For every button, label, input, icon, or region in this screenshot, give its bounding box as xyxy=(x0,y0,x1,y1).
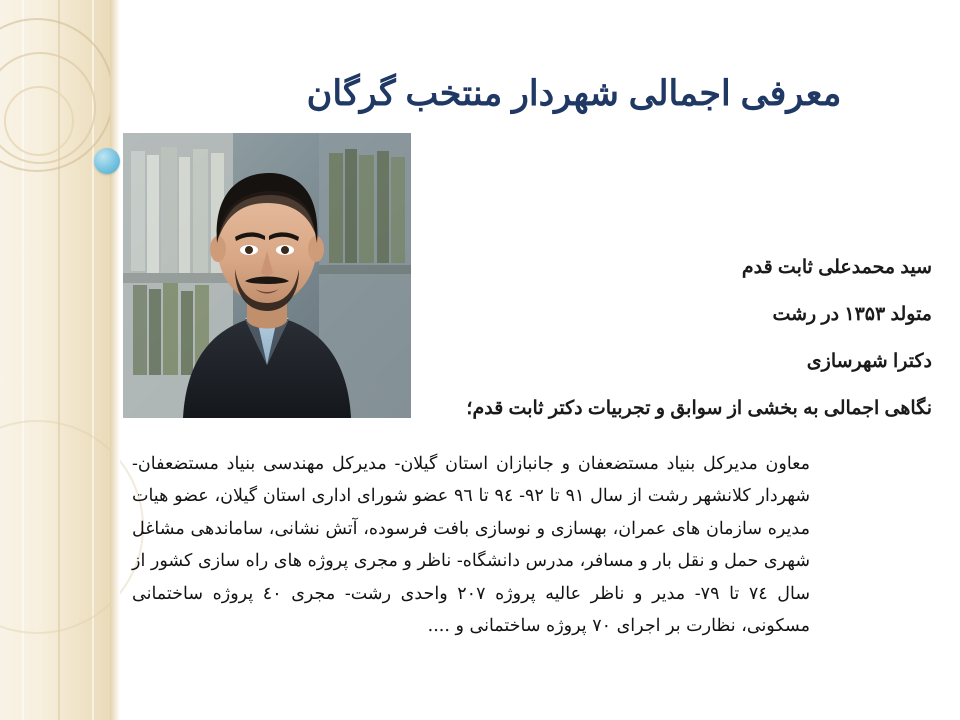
swirl-circle-icon xyxy=(4,86,74,156)
experience-paragraph: معاون مدیرکل بنیاد مستضعفان و جانبازان استان گیلان- مدیرکل مهندسی بنیاد مستضعفان- شهردار کلانشهر رشت از سال ۹۱ تا ۹۲- ۹٤ تا ۹٦ عضو شورای اداری استان گیلان، عضو هیات مدیره سازمان های عمران، بهسازی و نوسازی بافت فرسوده، آتش نشانی، ساماندهی مشاغل شهری حمل و نقل بار و مسافر، مدرس دانشگاه- ناظر و مجری پروژه های راه سازی کشور از سال ۷٤ تا ۷۹- مدیر و ناظر عالیه پروژه ۲۰۷ واحدی رشت- مجری ٤۰ پروژه ساختمانی مسکونی، نظارت بر اجرای ۷۰ پروژه ساختمانی و .... xyxy=(132,454,811,636)
page-title: معرفی اجمالی شهردار منتخب گرگان xyxy=(306,74,842,113)
fact-experience-heading: نگاهی اجمالی به بخشی از سوابق و تجربیات دکتر ثابت قدم؛ xyxy=(466,398,932,419)
facts-list xyxy=(392,258,932,424)
fact-birth: متولد ۱۳۵۳ در رشت xyxy=(772,304,932,325)
portrait-photo xyxy=(123,133,411,418)
swirl-circle-icon xyxy=(0,420,144,634)
decorative-left-band xyxy=(0,0,118,720)
band-edge xyxy=(110,0,120,720)
accent-dot-icon xyxy=(94,148,120,174)
fact-name: سید محمدعلی ثابت قدم xyxy=(741,257,932,278)
fact-degree: دکترا شهرسازی xyxy=(806,351,932,372)
